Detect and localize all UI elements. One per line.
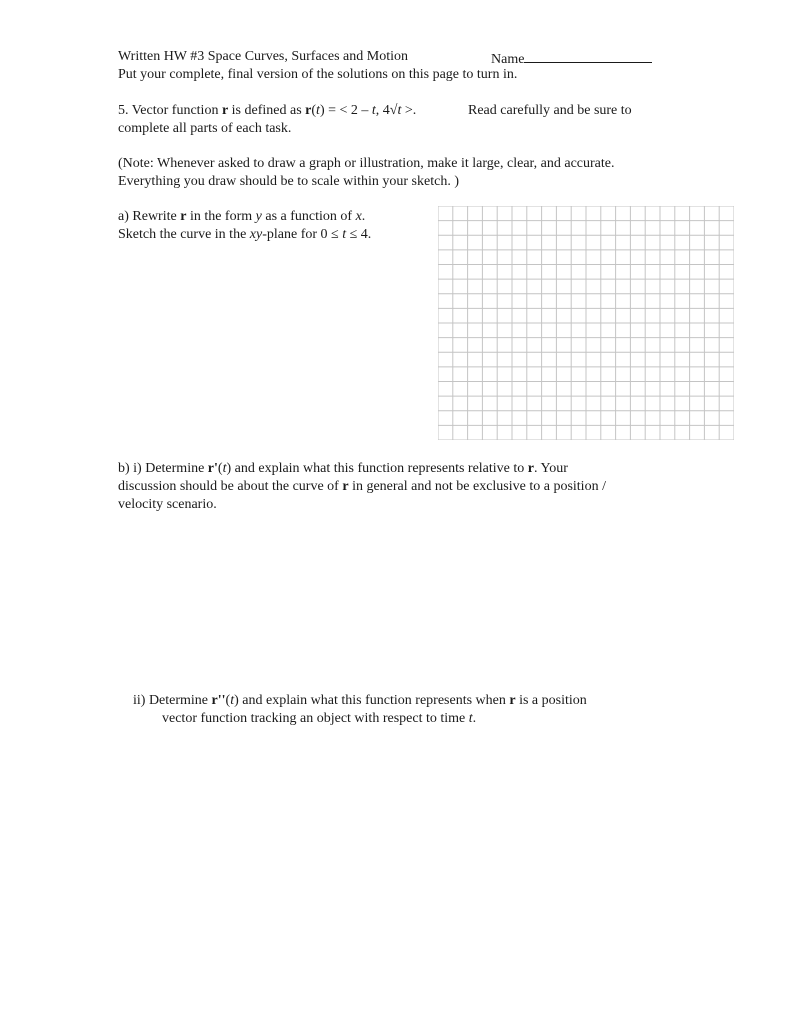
note-line1: (Note: Whenever asked to draw a graph or illustration, make it large, clear, and accurate. [118,156,615,171]
part-b-i-line2: discussion should be about the curve of r in general and not be exclusive to a position / [118,479,606,494]
problem-number: 5. [118,103,129,118]
part-b-ii-line2: vector function tracking an object with respect to time t. [162,711,477,726]
part-b-i-line1: b) i) Determine r'(t) and explain what this function represents relative to r. Your [118,461,568,476]
part-a-line2: Sketch the curve in the xy-plane for 0 ≤ t ≤ 4. [118,227,372,242]
read-carefully-note: Read carefully and be sure to [468,103,632,118]
part-a-label: a) [118,209,129,224]
part-a-line1: a) Rewrite r in the form y as a function of x. [118,209,366,224]
problem-statement-line2: complete all parts of each task. [118,121,292,136]
title-text: Written HW #3 Space Curves, Surfaces and Motion [118,49,409,64]
instructions: Put your complete, final version of the solutions on this page to turn in. [118,67,518,82]
part-b-ii-line1: ii) Determine r''(t) and explain what this function represents when r is a position [133,693,587,708]
worksheet-title [118,48,408,66]
name-label: Name [491,52,525,67]
name-blank-line [524,48,652,63]
part-b-i-label: b) i) Determine [118,461,208,476]
graph-paper-grid[interactable] [438,206,734,440]
part-b-i-line3: velocity scenario. [118,497,217,512]
part-b-ii-label: ii) Determine [133,693,212,708]
note-line2: Everything you draw should be to scale within your sketch. ) [118,174,459,189]
problem-statement: 5. Vector function r is defined as r(t) = < 2 – t, 4√t >. [118,103,417,118]
